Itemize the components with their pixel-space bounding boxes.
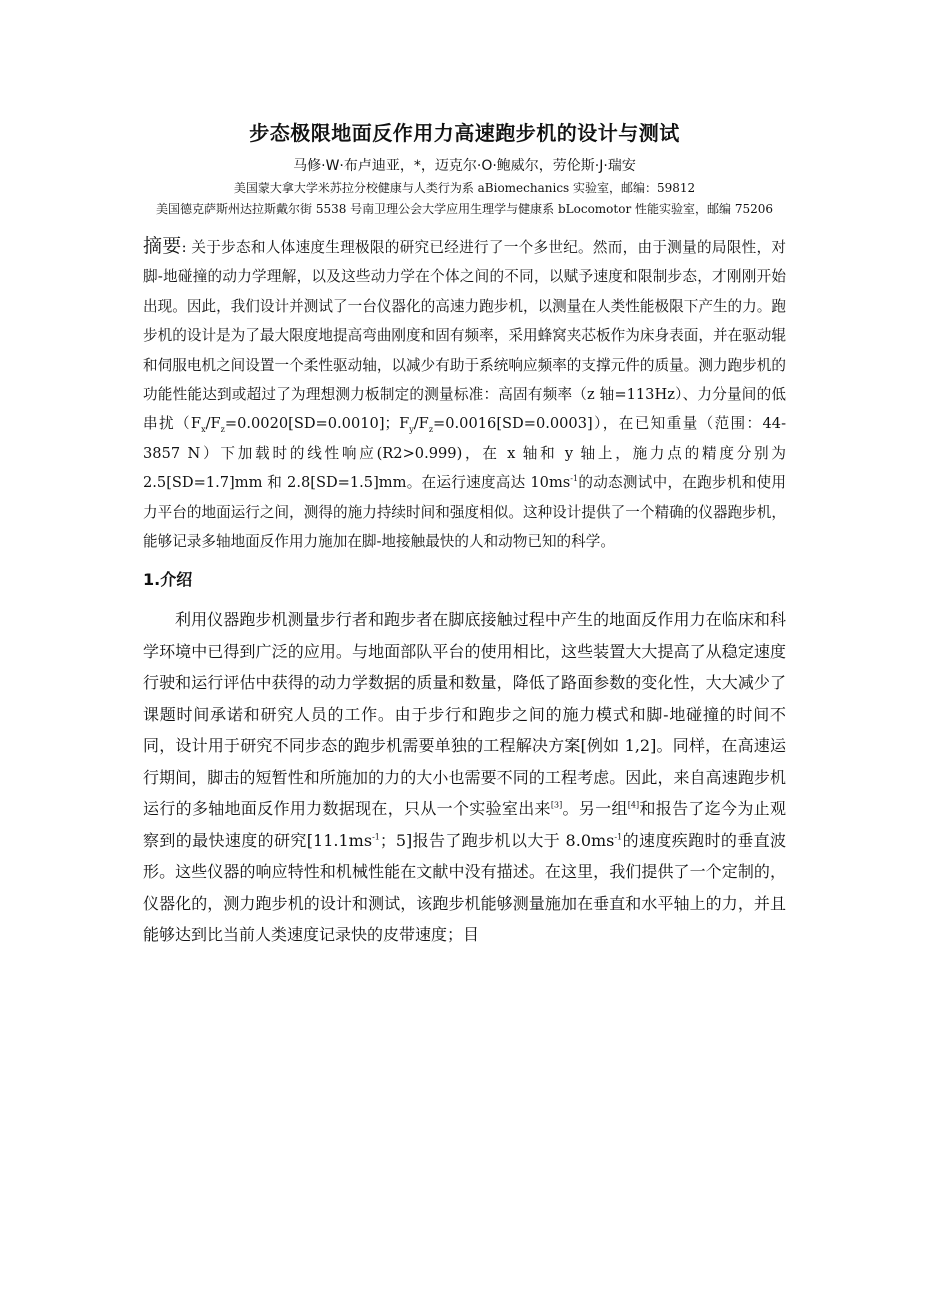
- intro-text: 的速度疾跑时的垂直波形。这些仪器的响应特性和机械性能在文献中没有描述。在这里，我们提供了一个定制的，仪器化的，测力跑步机的设计和测试，该跑步机能够测量施加在垂直和水平轴上的力，并且能够达到比当前人类速度记录快的皮带速度；目: [143, 830, 786, 945]
- intro-text: 。另一组: [562, 799, 628, 819]
- affiliation-a: 美国蒙大拿大学米苏拉分校健康与人类行为系 aBiomechanics 实验室，邮编：59812: [233, 181, 696, 195]
- paper-page: [143, 118, 786, 951]
- abstract-label: 摘要: [143, 235, 182, 257]
- abstract-text: /F: [205, 415, 221, 433]
- superscript: -1: [570, 474, 579, 484]
- abstract-text: =0.0016[SD=0.0003]），在已知重量（范围：44-3857 N）下加载时的线性响应(R2>0.999)，在 x 轴和 y 轴上，施力点的精度分别为 2.5[SD=1.7]mm 和 2.8[SD=1.5]mm。在运行速度高达 10ms: [143, 415, 786, 492]
- abstract-text: : 关于步态和人体速度生理极限的研究已经进行了一个多世纪。然而，由于测量的局限性，对脚-地碰撞的动力学理解，以及这些动力学在个体之间的不同，以赋予速度和限制步态，才刚刚开始出现。因此，我们设计并测试了一台仪器化的高速力跑步机，以测量在人类性能极限下产生的力。跑步机的设计是为了最大限度地提高弯曲刚度和固有频率，采用蜂窝夹芯板作为床身表面，并在驱动辊和伺服电机之间设置一个柔性驱动轴，以减少有助于系统响应频率的支撑元件的质量。测力跑步机的功能性能达到或超过了为理想测力板制定的测量标准：高固有频率（z 轴=113Hz）、力分量间的低串扰（F: [143, 239, 786, 433]
- intro-text: 和报告了迄今为止观察到的最快速度的研究[11.1ms: [143, 799, 786, 850]
- abstract-text: 的动态测试中，在跑步机和使用力平台的地面运行之间，测得的施力持续时间和强度相似。这种设计提供了一个精确的仪器跑步机，能够记录多轴地面反作用力施加在脚-地接触最快的人和动物已知的科学。: [143, 474, 786, 551]
- superscript: -1: [372, 832, 380, 842]
- abstract: [143, 232, 786, 556]
- intro-paragraph: [143, 604, 786, 951]
- affiliation-b: 美国德克萨斯州达拉斯戴尔街 5538 号南卫理公会大学应用生理学与健康系 bLocomotor 性能实验室，邮编 75206: [156, 202, 773, 216]
- intro-text: 利用仪器跑步机测量步行者和跑步者在脚底接触过程中产生的地面反作用力在临床和科学环境中已得到广泛的应用。与地面部队平台的使用相比，这些装置大大提高了从稳定速度行驶和运行评估中获得的动力学数据的质量和数量，降低了路面参数的变化性，大大减少了课题时间承诺和研究人员的工作。由于步行和跑步之间的施力模式和脚-地碰撞的时间不同，设计用于研究不同步态的跑步机需要单独的工程解决方案[例如 1,2]。同样，在高速运行期间，脚击的短暂性和所施加的力的大小也需要不同的工程考虑。因此，来自高速跑步机运行的多轴地面反作用力数据现在，只从一个实验室出来: [143, 610, 786, 819]
- citation-ref[interactable]: [3]: [550, 801, 563, 811]
- abstract-text: /F: [413, 415, 429, 433]
- superscript: -1: [614, 832, 623, 842]
- citation-ref[interactable]: [4]: [627, 801, 640, 811]
- subscript: y: [409, 425, 414, 435]
- subscript: x: [201, 425, 206, 435]
- abstract-text: =0.0020[SD=0.0010]；F: [224, 415, 410, 433]
- section-heading: 1.介绍: [143, 570, 193, 590]
- subscript: z: [220, 425, 225, 435]
- paper-title: 步态极限地面反作用力高速跑步机的设计与测试: [249, 121, 680, 145]
- author-list: 马修·W·布卢迪亚，*，迈克尔·O·鲍威尔，劳伦斯·J·瑞安: [293, 158, 636, 174]
- intro-text: ；5]报告了跑步机以大于 8.0ms: [379, 830, 615, 850]
- subscript: z: [428, 425, 434, 435]
